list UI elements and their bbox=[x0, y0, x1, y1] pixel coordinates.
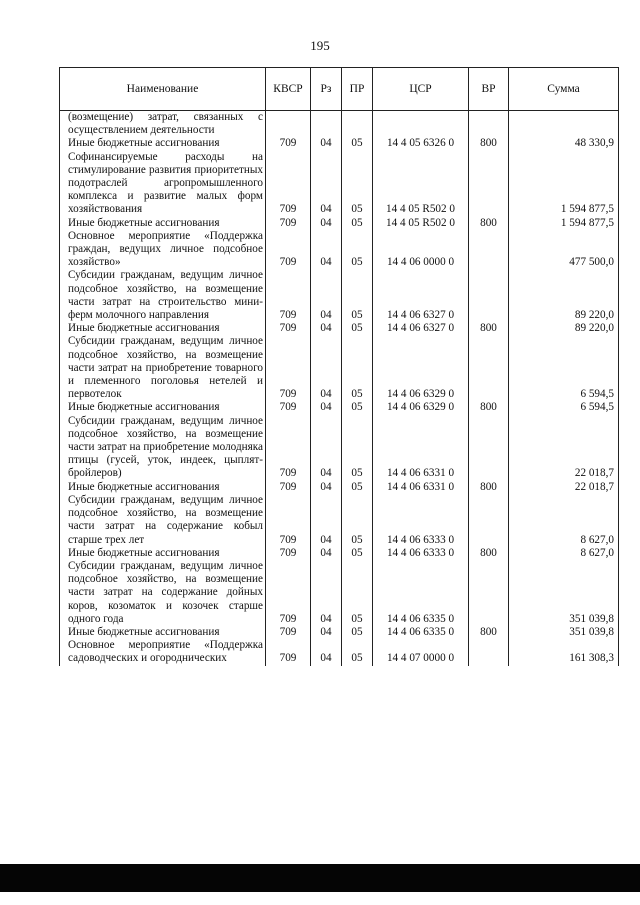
row-pr bbox=[342, 111, 373, 138]
header-kvsr: КВСР bbox=[266, 68, 311, 111]
row-rz: 04 bbox=[311, 137, 342, 150]
table-header-row bbox=[60, 68, 619, 111]
table-row bbox=[60, 626, 619, 639]
row-vr: 800 bbox=[469, 401, 509, 414]
table-row bbox=[60, 151, 619, 217]
scan-bottom-bar bbox=[0, 864, 640, 892]
row-rz: 04 bbox=[311, 494, 342, 547]
row-pr: 05 bbox=[342, 415, 373, 481]
row-pr: 05 bbox=[342, 137, 373, 150]
row-name: Основное мероприятие «Поддержка граждан, ведущих личное подсобное хозяйство» bbox=[60, 230, 266, 270]
row-vr bbox=[469, 639, 509, 665]
table-row bbox=[60, 269, 619, 322]
row-pr: 05 bbox=[342, 639, 373, 665]
row-rz: 04 bbox=[311, 415, 342, 481]
row-pr: 05 bbox=[342, 560, 373, 626]
row-rz: 04 bbox=[311, 322, 342, 335]
row-csr: 14 4 06 6335 0 bbox=[373, 626, 469, 639]
row-kvsr: 709 bbox=[266, 626, 311, 639]
row-sum bbox=[509, 111, 619, 138]
row-sum: 1 594 877,5 bbox=[509, 151, 619, 217]
row-name: Субсидии гражданам, ведущим личное подсобное хозяйство, на возмещение части затрат на строительство мини-ферм молочного направления bbox=[60, 269, 266, 322]
row-vr bbox=[469, 151, 509, 217]
row-kvsr: 709 bbox=[266, 639, 311, 665]
row-kvsr: 709 bbox=[266, 494, 311, 547]
row-csr: 14 4 06 6327 0 bbox=[373, 269, 469, 322]
row-name: Субсидии гражданам, ведущим личное подсобное хозяйство, на возмещение части затрат на приобретение товарного и племенного поголовья нетелей и первотелок bbox=[60, 335, 266, 401]
row-name: (возмещение) затрат, связанных с осуществлением деятельности bbox=[60, 111, 266, 138]
row-csr: 14 4 06 6327 0 bbox=[373, 322, 469, 335]
row-name: Основное мероприятие «Поддержка садоводческих и огороднических bbox=[60, 639, 266, 665]
header-pr: ПР bbox=[342, 68, 373, 111]
table-body bbox=[60, 111, 619, 666]
row-vr: 800 bbox=[469, 481, 509, 494]
row-csr: 14 4 07 0000 0 bbox=[373, 639, 469, 665]
row-rz: 04 bbox=[311, 230, 342, 270]
row-rz: 04 bbox=[311, 481, 342, 494]
row-kvsr: 709 bbox=[266, 481, 311, 494]
table-row bbox=[60, 401, 619, 414]
row-pr: 05 bbox=[342, 481, 373, 494]
row-rz: 04 bbox=[311, 547, 342, 560]
row-kvsr: 709 bbox=[266, 217, 311, 230]
table-row bbox=[60, 217, 619, 230]
row-csr: 14 4 06 6329 0 bbox=[373, 335, 469, 401]
row-kvsr: 709 bbox=[266, 401, 311, 414]
table-row bbox=[60, 137, 619, 150]
table-row bbox=[60, 481, 619, 494]
row-rz: 04 bbox=[311, 626, 342, 639]
row-pr: 05 bbox=[342, 217, 373, 230]
row-sum: 22 018,7 bbox=[509, 481, 619, 494]
row-pr: 05 bbox=[342, 335, 373, 401]
row-name: Софинансируемые расходы на стимулирование развития приоритетных подотраслей агропромышленного комплекса и развитие малых форм хозяйствования bbox=[60, 151, 266, 217]
row-name: Иные бюджетные ассигнования bbox=[60, 401, 266, 414]
row-kvsr bbox=[266, 111, 311, 138]
row-vr: 800 bbox=[469, 322, 509, 335]
row-vr bbox=[469, 494, 509, 547]
row-csr: 14 4 06 6329 0 bbox=[373, 401, 469, 414]
row-rz: 04 bbox=[311, 335, 342, 401]
row-pr: 05 bbox=[342, 269, 373, 322]
row-kvsr: 709 bbox=[266, 230, 311, 270]
row-rz: 04 bbox=[311, 269, 342, 322]
row-vr bbox=[469, 415, 509, 481]
row-kvsr: 709 bbox=[266, 151, 311, 217]
row-pr: 05 bbox=[342, 401, 373, 414]
row-kvsr: 709 bbox=[266, 560, 311, 626]
row-csr: 14 4 05 R502 0 bbox=[373, 151, 469, 217]
table-row bbox=[60, 415, 619, 481]
table-row bbox=[60, 322, 619, 335]
row-vr bbox=[469, 560, 509, 626]
row-csr: 14 4 06 6335 0 bbox=[373, 560, 469, 626]
row-rz: 04 bbox=[311, 560, 342, 626]
row-name: Субсидии гражданам, ведущим личное подсобное хозяйство, на возмещение части затрат на приобретение молодняка птицы (гусей, уток, индеек, цыплят-бройлеров) bbox=[60, 415, 266, 481]
row-name: Субсидии гражданам, ведущим личное подсобное хозяйство, на возмещение части затрат на содержание дойных коров, козоматок и козочек старше одного года bbox=[60, 560, 266, 626]
row-rz: 04 bbox=[311, 639, 342, 665]
row-vr: 800 bbox=[469, 137, 509, 150]
row-kvsr: 709 bbox=[266, 547, 311, 560]
row-sum: 351 039,8 bbox=[509, 626, 619, 639]
row-sum: 477 500,0 bbox=[509, 230, 619, 270]
row-name: Иные бюджетные ассигнования bbox=[60, 137, 266, 150]
row-sum: 8 627,0 bbox=[509, 547, 619, 560]
row-name: Иные бюджетные ассигнования bbox=[60, 217, 266, 230]
row-sum: 161 308,3 bbox=[509, 639, 619, 665]
row-csr: 14 4 05 6326 0 bbox=[373, 137, 469, 150]
row-vr bbox=[469, 335, 509, 401]
row-vr bbox=[469, 111, 509, 138]
row-csr: 14 4 06 6331 0 bbox=[373, 415, 469, 481]
row-rz bbox=[311, 111, 342, 138]
header-name: Наименование bbox=[60, 68, 266, 111]
row-sum: 22 018,7 bbox=[509, 415, 619, 481]
header-sum: Сумма bbox=[509, 68, 619, 111]
row-sum: 89 220,0 bbox=[509, 269, 619, 322]
table-row bbox=[60, 111, 619, 138]
row-vr: 800 bbox=[469, 547, 509, 560]
row-vr bbox=[469, 230, 509, 270]
row-rz: 04 bbox=[311, 401, 342, 414]
row-csr: 14 4 06 6333 0 bbox=[373, 494, 469, 547]
row-rz: 04 bbox=[311, 217, 342, 230]
table-row bbox=[60, 639, 619, 665]
row-name: Иные бюджетные ассигнования bbox=[60, 322, 266, 335]
row-kvsr: 709 bbox=[266, 137, 311, 150]
row-sum: 6 594,5 bbox=[509, 335, 619, 401]
header-vr: ВР bbox=[469, 68, 509, 111]
table-row bbox=[60, 230, 619, 270]
row-pr: 05 bbox=[342, 322, 373, 335]
row-csr: 14 4 06 6331 0 bbox=[373, 481, 469, 494]
budget-table bbox=[59, 67, 619, 666]
row-csr: 14 4 06 6333 0 bbox=[373, 547, 469, 560]
row-pr: 05 bbox=[342, 547, 373, 560]
row-pr: 05 bbox=[342, 230, 373, 270]
row-kvsr: 709 bbox=[266, 322, 311, 335]
row-name: Субсидии гражданам, ведущим личное подсобное хозяйство, на возмещение части затрат на содержание кобыл старше трех лет bbox=[60, 494, 266, 547]
header-rz: Рз bbox=[311, 68, 342, 111]
row-kvsr: 709 bbox=[266, 269, 311, 322]
row-pr: 05 bbox=[342, 494, 373, 547]
page-number: 195 bbox=[310, 38, 330, 53]
row-sum: 351 039,8 bbox=[509, 560, 619, 626]
row-csr: 14 4 05 R502 0 bbox=[373, 217, 469, 230]
row-vr bbox=[469, 269, 509, 322]
row-sum: 1 594 877,5 bbox=[509, 217, 619, 230]
table-row bbox=[60, 335, 619, 401]
row-rz: 04 bbox=[311, 151, 342, 217]
row-vr: 800 bbox=[469, 217, 509, 230]
row-csr: 14 4 06 0000 0 bbox=[373, 230, 469, 270]
table-row bbox=[60, 560, 619, 626]
table-row bbox=[60, 547, 619, 560]
row-csr bbox=[373, 111, 469, 138]
row-vr: 800 bbox=[469, 626, 509, 639]
row-name: Иные бюджетные ассигнования bbox=[60, 481, 266, 494]
table-row bbox=[60, 494, 619, 547]
row-name: Иные бюджетные ассигнования bbox=[60, 626, 266, 639]
row-sum: 8 627,0 bbox=[509, 494, 619, 547]
row-kvsr: 709 bbox=[266, 415, 311, 481]
row-sum: 48 330,9 bbox=[509, 137, 619, 150]
row-sum: 89 220,0 bbox=[509, 322, 619, 335]
row-name: Иные бюджетные ассигнования bbox=[60, 547, 266, 560]
row-kvsr: 709 bbox=[266, 335, 311, 401]
header-csr: ЦСР bbox=[373, 68, 469, 111]
row-pr: 05 bbox=[342, 626, 373, 639]
row-sum: 6 594,5 bbox=[509, 401, 619, 414]
page-edge bbox=[0, 0, 640, 1]
row-pr: 05 bbox=[342, 151, 373, 217]
